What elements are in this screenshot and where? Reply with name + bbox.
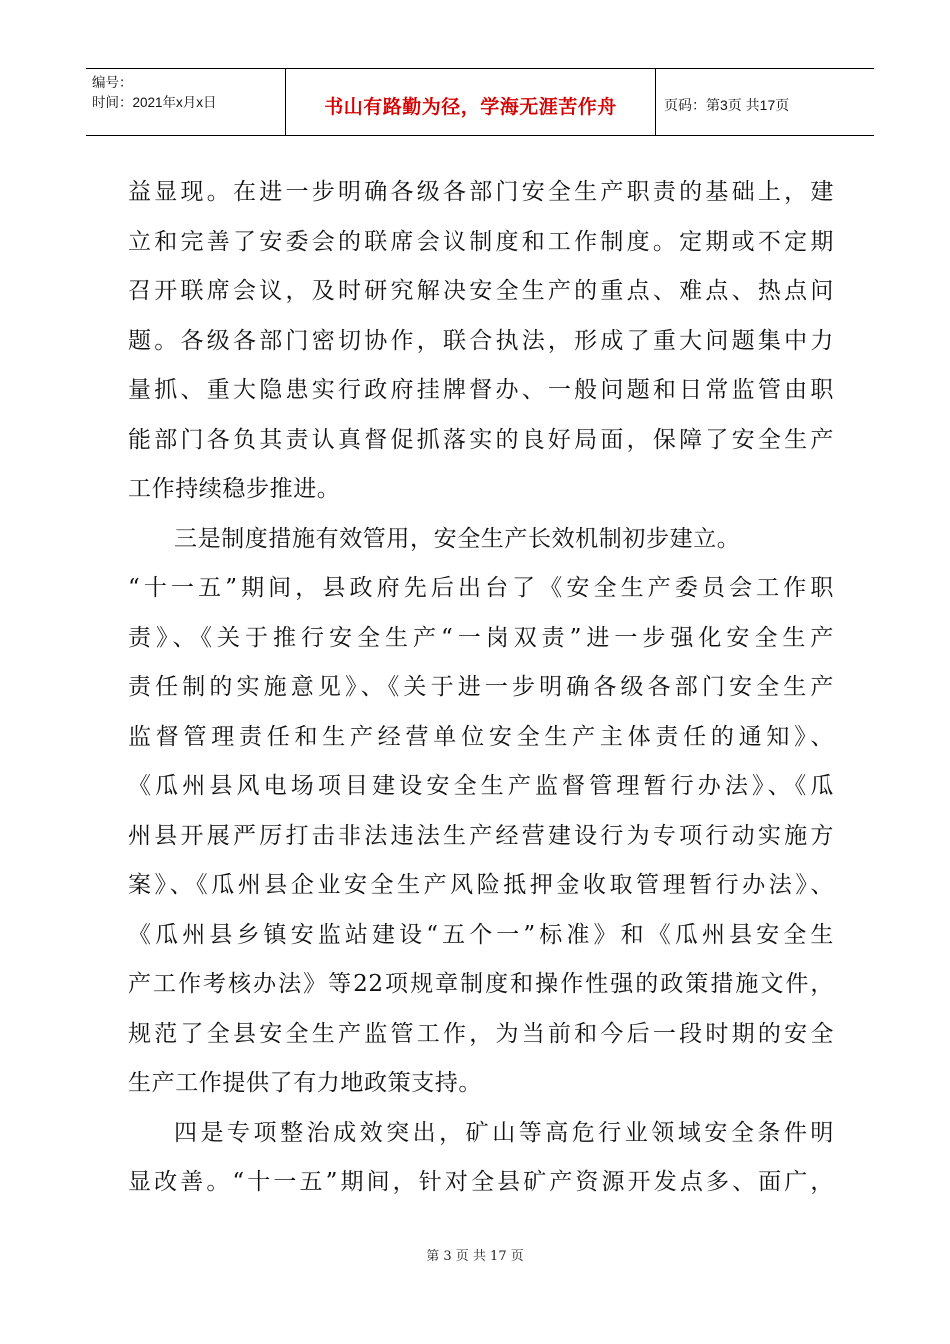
text-line: 《瓜州县乡镇安监站建设“五个一”标准》和《瓜州县安全生 — [128, 921, 834, 948]
text-line: 召开联席会议，及时研究解决安全生产的重点、难点、热点问 — [128, 278, 834, 304]
text-line: 产工作考核办法》等22项规章制度和操作性强的政策措施文件， — [128, 971, 834, 997]
page-footer: 第 3 页 共 17 页 — [426, 1249, 524, 1264]
text-line: 题。各级各部门密切协作，联合执法，形成了重大问题集中力 — [128, 327, 834, 354]
text-line: 能部门各负其责认真督促抓落实的良好局面，保障了安全生产 — [128, 426, 834, 453]
header-motto: 书山有路勤为径，学海无涯苦作舟 — [324, 95, 617, 118]
text-line: 案》、《瓜州县企业安全生产风险抵押金收取管理暂行办法》、 — [128, 872, 834, 898]
paragraph-start-line: 三是制度措施有效管用，安全生产长效机制初步建立。 — [174, 525, 741, 552]
text-line: “十一五”期间，县政府先后出台了《安全生产委员会工作职 — [128, 575, 834, 601]
text-line: 显改善。“十一五”期间，针对全县矿产资源开发点多、面广， — [128, 1169, 834, 1195]
text-line: 量抓、重大隐患实行政府挂牌督办、一般问题和日常监管由职 — [128, 377, 834, 403]
text-line: 责任制的实施意见》、《关于进一步明确各级各部门安全生产 — [128, 674, 834, 700]
paragraph-start-line: 四是专项整治成效突出，矿山等高危行业领域安全条件明 — [174, 1119, 834, 1146]
text-line: 《瓜州县风电场项目建设安全生产监督管理暂行办法》、《瓜 — [128, 773, 834, 799]
page-header — [86, 68, 874, 136]
body-text — [128, 168, 834, 1208]
header-page-label: 页码：第3页 共17页 — [664, 97, 790, 113]
header-meta — [86, 69, 286, 135]
text-line: 规范了全县安全生产监管工作，为当前和今后一段时期的安全 — [128, 1020, 834, 1047]
document-number-label: 编号： — [92, 75, 133, 90]
text-line: 责》、《关于推行安全生产“一岗双责”进一步强化安全生产 — [128, 624, 834, 651]
document-time-label: 时间：2021年x月x日 — [92, 95, 217, 110]
text-line: 益显现。在进一步明确各级各部门安全生产职责的基础上，建 — [128, 179, 834, 205]
text-line: 监督管理责任和生产经营单位安全生产主体责任的通知》、 — [128, 723, 834, 750]
text-line: 立和完善了安委会的联席会议制度和工作制度。定期或不定期 — [128, 228, 834, 255]
header-page-cell — [656, 69, 874, 135]
text-line: 工作持续稳步推进。 — [128, 476, 341, 502]
text-line: 州县开展严厉打击非法违法生产经营建设行为专项行动实施方 — [128, 822, 834, 849]
header-motto-cell — [286, 69, 656, 135]
text-line: 生产工作提供了有力地政策支持。 — [128, 1070, 482, 1096]
